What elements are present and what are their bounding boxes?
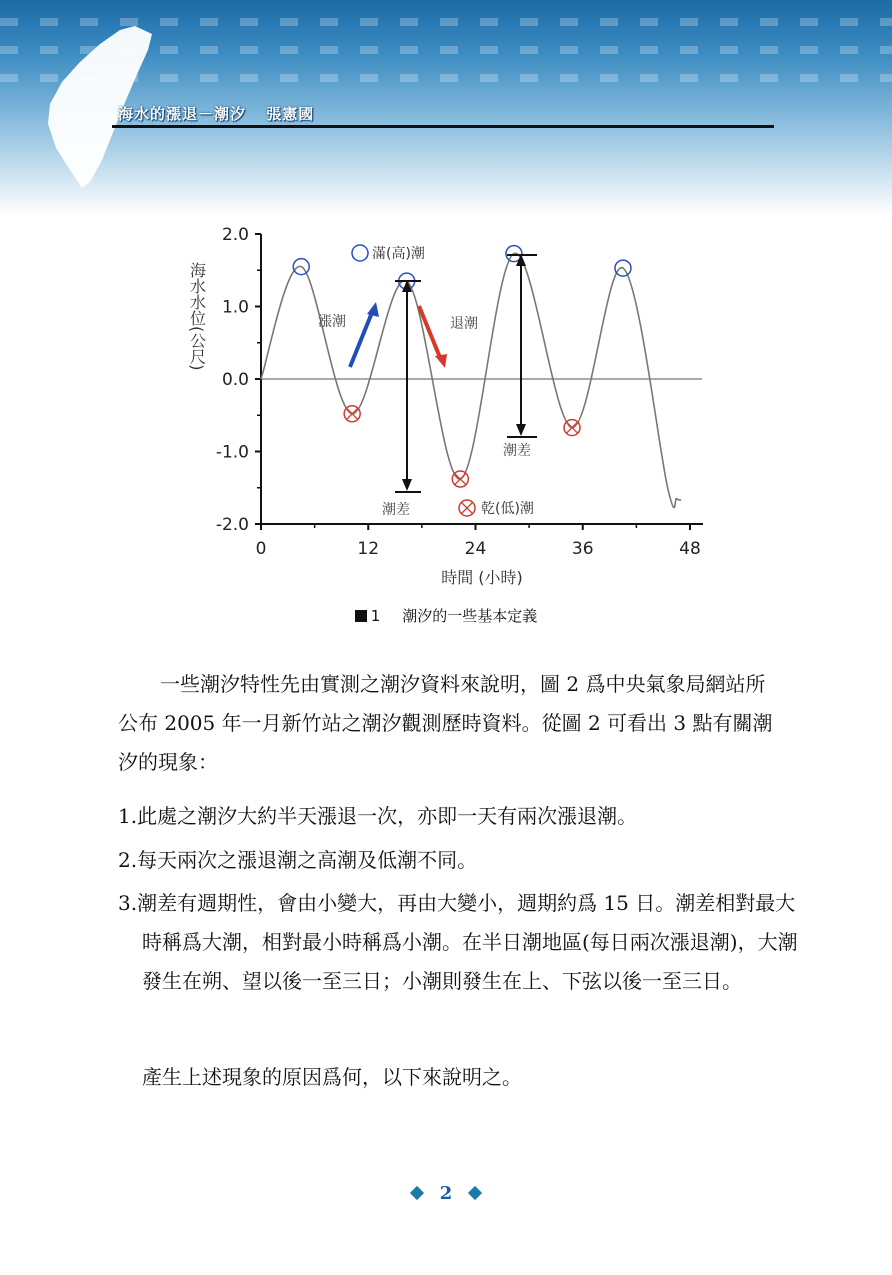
y-axis-label: 海水水位(公尺) [187, 262, 207, 371]
y-tick-label: 2.0 [221, 225, 249, 245]
legend-low-label: 乾(低)潮 [481, 501, 534, 517]
legend-high-label: 滿(高)潮 [372, 246, 425, 262]
tidal-range-2 [507, 254, 537, 437]
list-item-3: 3.潮差有週期性，會由小變大，再由大變小，週期約爲 15 日。潮差相對最大時稱爲大潮，相對最小時稱爲小潮。在半日潮地區(每日兩次漲退潮)，大潮發生在朔、望以後一至三日；小潮則發生在上、下弦以後一至三日。 [118, 891, 798, 993]
range-label-2: 潮差 [503, 443, 531, 459]
y-ticks [216, 225, 261, 535]
tidal-range-1 [395, 280, 421, 492]
header-author: 張憲國 [266, 105, 315, 123]
figure-marker [355, 610, 367, 622]
list-item-2: 2.每天兩次之漲退潮之高潮及低潮不同。 [118, 848, 478, 872]
range-label-1: 潮差 [382, 502, 410, 518]
ebb-arrow [419, 306, 447, 368]
x-tick-label: 48 [679, 539, 701, 559]
x-tick-label: 36 [571, 539, 594, 559]
tide-curve [261, 253, 681, 507]
diamond-icon [468, 1186, 482, 1200]
tide-markers [293, 246, 631, 487]
list-item-1: 1.此處之潮汐大約半天漲退一次，亦即一天有兩次漲退潮。 [118, 804, 638, 828]
header-banner [0, 0, 892, 215]
diamond-icon [410, 1186, 424, 1200]
running-header [118, 103, 328, 124]
legend-low [459, 500, 534, 517]
flood-arrow [350, 302, 379, 367]
y-tick-label: 1.0 [221, 297, 249, 318]
ebb-label: 退潮 [450, 316, 478, 332]
y-tick-label: 0.0 [221, 370, 249, 390]
closing-sentence: 產生上述現象的原因爲何，以下來說明之。 [142, 1065, 522, 1089]
tide-chart [185, 222, 710, 592]
page-footer [0, 1183, 892, 1204]
y-tick-label: -2.0 [215, 515, 249, 535]
page-number: 2 [439, 1183, 453, 1204]
header-rule [112, 125, 774, 128]
x-tick-label: 12 [357, 539, 380, 559]
header-title-text: 海水的漲退－潮汐 [118, 105, 247, 123]
paragraph-intro: 一些潮汐特性先由實測之潮汐資料來說明，圖 2 爲中央氣象局網站所公布 2005 年一月新竹站之潮汐觀測歷時資料。從圖 2 可看出 3 點有關潮汐的現象： [118, 672, 773, 774]
legend-high [352, 245, 425, 262]
x-axis-label: 時間 (小時) [441, 568, 523, 587]
x-tick-label: 24 [464, 539, 487, 559]
figure-number: 1 [370, 607, 381, 625]
figure-caption [0, 605, 892, 626]
figure-caption-text: 潮汐的一些基本定義 [402, 607, 538, 625]
y-tick-label: -1.0 [215, 442, 249, 463]
x-ticks [256, 524, 701, 559]
x-tick-label: 0 [255, 539, 267, 559]
flood-label: 漲潮 [318, 314, 346, 330]
